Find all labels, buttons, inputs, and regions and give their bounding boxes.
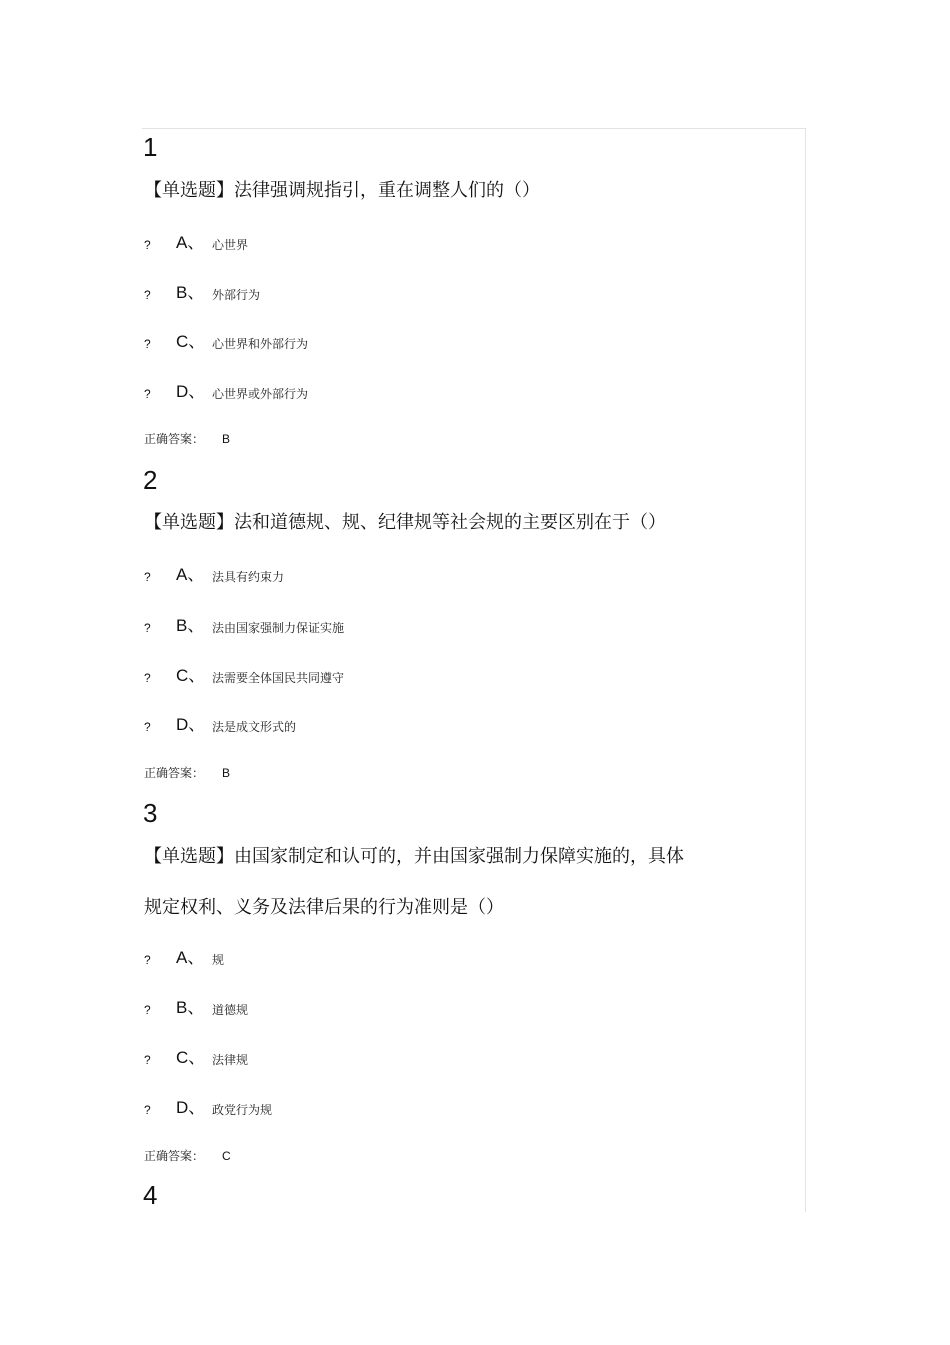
answer-label: 正确答案： xyxy=(144,432,205,446)
option-letter: B、 xyxy=(176,616,205,635)
answer-value: B xyxy=(222,432,231,446)
answer-value: C xyxy=(222,1149,231,1163)
option-text[interactable]: 心世界和外部行为 xyxy=(212,337,309,351)
option-text[interactable]: 心世界或外部行为 xyxy=(212,387,309,401)
option-letter: A、 xyxy=(176,948,205,967)
question-number: 1 xyxy=(143,132,158,162)
option-bullet: ? xyxy=(144,288,151,302)
option-letter: D、 xyxy=(176,715,206,734)
question-stem: 【单选题】法律强调规指引，重在调整人们的（） xyxy=(144,180,540,201)
option-bullet: ? xyxy=(144,1053,151,1067)
option-bullet: ? xyxy=(144,621,151,635)
option-text[interactable]: 道德规 xyxy=(212,1003,249,1017)
question-stem: 【单选题】由国家制定和认可的，并由国家强制力保障实施的，具体 xyxy=(144,846,684,867)
question-number: 4 xyxy=(143,1180,158,1210)
option-bullet: ? xyxy=(144,337,151,351)
option-bullet: ? xyxy=(144,671,151,685)
option-letter: C、 xyxy=(176,1048,206,1067)
option-text[interactable]: 规 xyxy=(212,953,225,967)
option-letter: A、 xyxy=(176,233,205,252)
option-bullet: ? xyxy=(144,720,151,734)
option-text[interactable]: 法由国家强制力保证实施 xyxy=(212,621,345,635)
option-text[interactable]: 法是成文形式的 xyxy=(212,720,297,734)
option-letter: B、 xyxy=(176,998,205,1017)
option-letter: A、 xyxy=(176,565,205,584)
option-text[interactable]: 法需要全体国民共同遵守 xyxy=(212,671,345,685)
option-text[interactable]: 外部行为 xyxy=(212,288,261,302)
option-letter: C、 xyxy=(176,332,206,351)
answer-value: B xyxy=(222,766,231,780)
answer-label: 正确答案： xyxy=(144,1149,205,1163)
option-bullet: ? xyxy=(144,570,151,584)
option-letter: B、 xyxy=(176,283,205,302)
answer-label: 正确答案： xyxy=(144,766,205,780)
option-bullet: ? xyxy=(144,387,151,401)
option-letter: D、 xyxy=(176,382,206,401)
option-text[interactable]: 政党行为规 xyxy=(212,1103,273,1117)
option-letter: C、 xyxy=(176,666,206,685)
option-letter: D、 xyxy=(176,1098,206,1117)
option-bullet: ? xyxy=(144,1003,151,1017)
option-bullet: ? xyxy=(144,1103,151,1117)
option-text[interactable]: 心世界 xyxy=(212,238,249,252)
question-number: 3 xyxy=(143,798,158,828)
option-bullet: ? xyxy=(144,953,151,967)
question-stem-continued: 规定权利、义务及法律后果的行为准则是（） xyxy=(144,897,504,918)
option-text[interactable]: 法律规 xyxy=(212,1053,249,1067)
question-stem: 【单选题】法和道德规、规、纪律规等社会规的主要区别在于（） xyxy=(144,512,666,533)
question-number: 2 xyxy=(143,465,158,495)
option-text[interactable]: 法具有约束力 xyxy=(212,570,285,584)
option-bullet: ? xyxy=(144,238,151,252)
